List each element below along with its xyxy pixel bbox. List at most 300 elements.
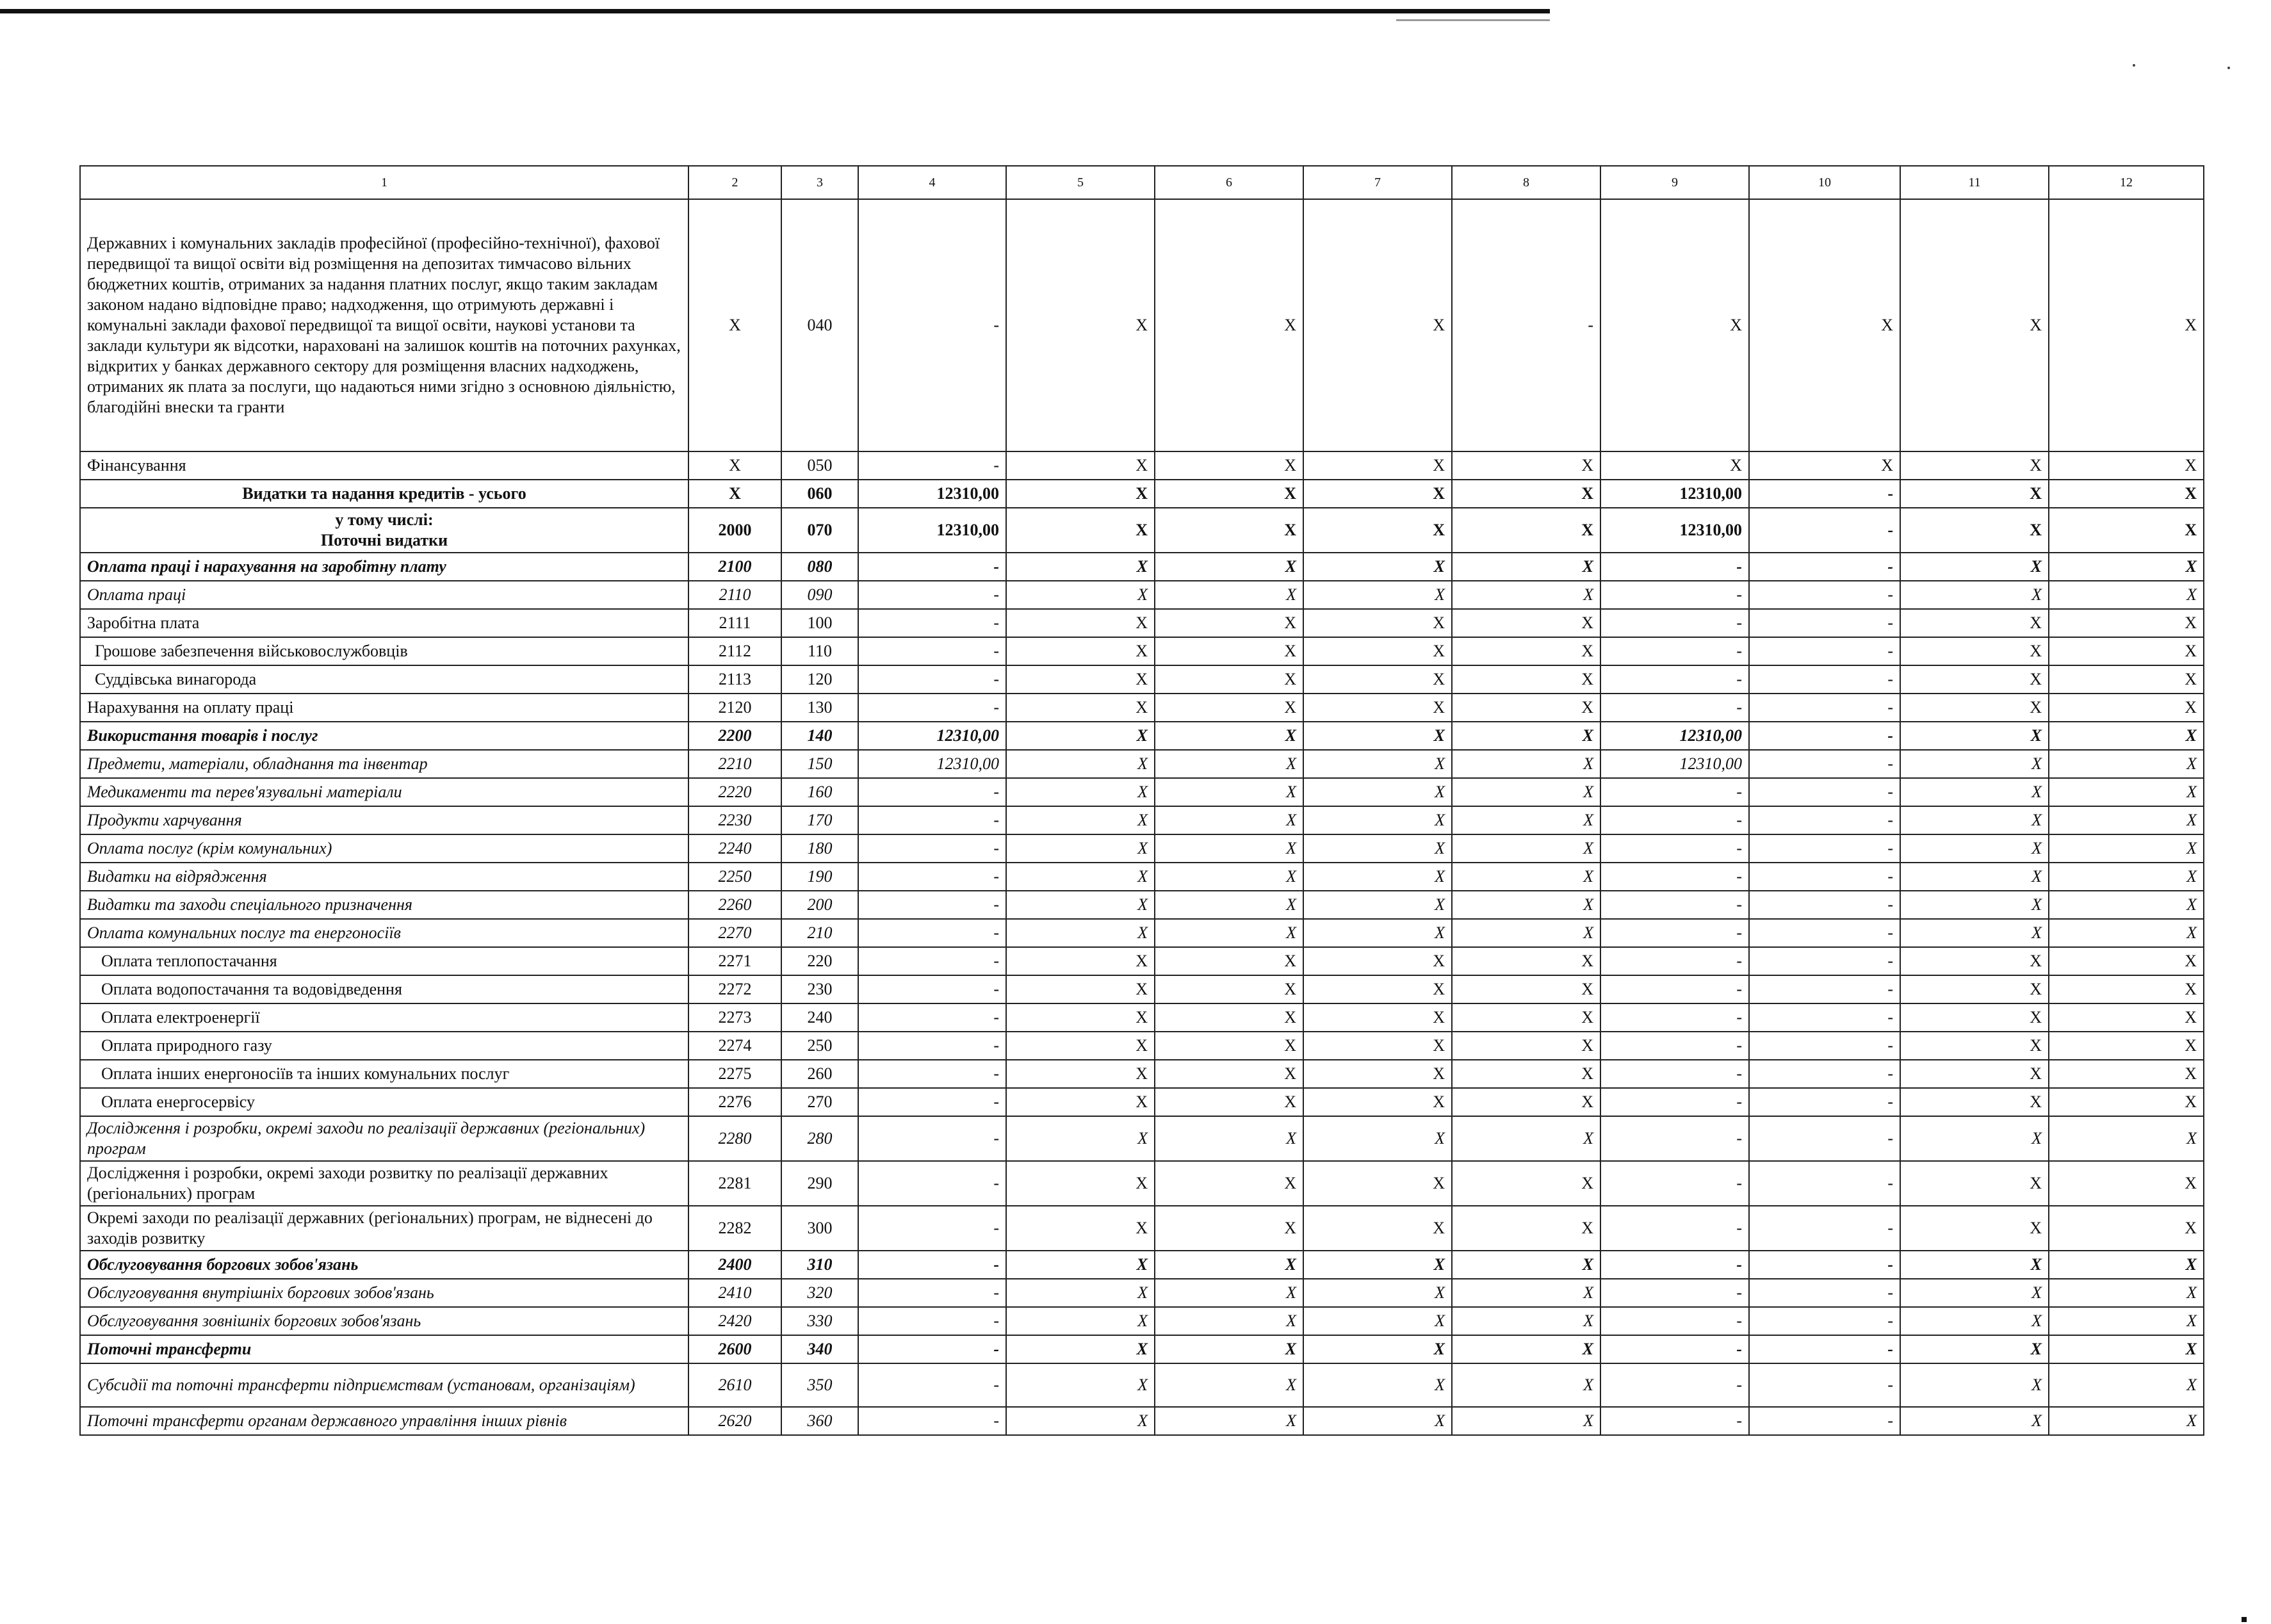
value-cell: Х xyxy=(1900,1407,2049,1435)
row-code-cell: 200 xyxy=(781,891,858,919)
value-cell: Х xyxy=(1155,806,1303,834)
value-cell: Х xyxy=(1006,891,1155,919)
row-code-cell: 340 xyxy=(781,1335,858,1363)
value-cell: Х xyxy=(1303,451,1452,480)
kekv-code-cell: 2112 xyxy=(688,637,781,665)
value-cell: Х xyxy=(1452,863,1600,891)
value-cell: Х xyxy=(2049,1161,2204,1206)
value-cell: - xyxy=(1749,609,1900,637)
row-label xyxy=(80,863,688,891)
value-cell: Х xyxy=(1452,1088,1600,1116)
row-code-cell: 050 xyxy=(781,451,858,480)
value-cell: Х xyxy=(1155,1161,1303,1206)
value-cell: Х xyxy=(1155,1032,1303,1060)
row-label-text: Державних і комунальних закладів професійної (професійно-технічної), фахової передвищої та вищої освіти від розміщення на депозитах тимчасово вільних бюджетних коштів, отриманих за надання платних послуг, якщо таким закладам законом надано відповідне право; надходження, що отримують державні і комунальні заклади фахової передвищої та вищої освіти, наукові установи та заклади культури як відсотки, нараховані на залишок коштів на поточних рахунках, відкритих у банках державного сектору для розміщення власних надходжень, отриманих як плата за послуги, що надаються ними згідно з основною діяльністю, благодійні внески та гранти xyxy=(87,234,681,416)
table-row xyxy=(80,1279,2204,1307)
row-label-text: Продукти харчування xyxy=(87,811,242,829)
value-cell: Х xyxy=(1006,637,1155,665)
value-cell: Х xyxy=(1900,947,2049,975)
kekv-code-cell: Х xyxy=(688,199,781,451)
value-cell: Х xyxy=(2049,1206,2204,1251)
row-code-cell: 300 xyxy=(781,1206,858,1251)
value-cell: Х xyxy=(1900,1307,2049,1335)
value-cell: Х xyxy=(1900,1279,2049,1307)
row-code-cell: 110 xyxy=(781,637,858,665)
value-cell: Х xyxy=(1452,1206,1600,1251)
value-cell: - xyxy=(1600,1032,1749,1060)
kekv-code-cell: 2600 xyxy=(688,1335,781,1363)
value-cell: Х xyxy=(1303,581,1452,609)
value-cell: Х xyxy=(2049,480,2204,508)
value-cell: Х xyxy=(1303,1363,1452,1407)
column-number: 1 xyxy=(80,166,688,199)
kekv-code-cell: 2282 xyxy=(688,1206,781,1251)
value-cell: - xyxy=(858,199,1006,451)
value-cell: Х xyxy=(2049,1088,2204,1116)
value-cell: Х xyxy=(1900,1003,2049,1032)
kekv-code-cell: 2620 xyxy=(688,1407,781,1435)
value-cell: - xyxy=(1600,1407,1749,1435)
value-cell: Х xyxy=(1155,1307,1303,1335)
value-cell: Х xyxy=(2049,451,2204,480)
value-cell: - xyxy=(1600,553,1749,581)
value-cell: - xyxy=(1749,947,1900,975)
row-label xyxy=(80,1407,688,1435)
table-row xyxy=(80,750,2204,778)
value-cell: Х xyxy=(1303,750,1452,778)
row-label-text: Обслуговування внутрішніх боргових зобов'язань xyxy=(87,1283,434,1302)
value-cell: Х xyxy=(1452,480,1600,508)
row-code-cell: 090 xyxy=(781,581,858,609)
value-cell: Х xyxy=(1006,581,1155,609)
value-cell: - xyxy=(1749,1116,1900,1161)
row-code-cell: 360 xyxy=(781,1407,858,1435)
value-cell: Х xyxy=(1006,1206,1155,1251)
value-cell: Х xyxy=(1303,778,1452,806)
value-cell: Х xyxy=(1600,199,1749,451)
row-label-text: Видатки на відрядження xyxy=(87,867,267,886)
value-cell: - xyxy=(1749,1335,1900,1363)
row-label-text: Оплата праці і нарахування на заробітну плату xyxy=(87,557,446,576)
value-cell: Х xyxy=(2049,1363,2204,1407)
value-cell: Х xyxy=(1155,480,1303,508)
value-cell: - xyxy=(1600,609,1749,637)
value-cell: Х xyxy=(1006,1251,1155,1279)
kekv-code-cell: 2281 xyxy=(688,1161,781,1206)
row-label-text: у тому числі: xyxy=(335,510,434,529)
value-cell: - xyxy=(1600,1060,1749,1088)
value-cell: 12310,00 xyxy=(858,480,1006,508)
value-cell: Х xyxy=(1452,750,1600,778)
value-cell: Х xyxy=(1155,722,1303,750)
table-row xyxy=(80,1307,2204,1335)
table-body xyxy=(80,166,2204,1435)
table-row xyxy=(80,637,2204,665)
value-cell: - xyxy=(1749,1407,1900,1435)
row-label xyxy=(80,1307,688,1335)
value-cell: Х xyxy=(1155,834,1303,863)
row-label-text: Грошове забезпечення військовослужбовців xyxy=(95,642,408,660)
row-code-cell: 310 xyxy=(781,1251,858,1279)
row-code-cell: 220 xyxy=(781,947,858,975)
value-cell: - xyxy=(1749,508,1900,553)
table-row xyxy=(80,778,2204,806)
column-number: 11 xyxy=(1900,166,2049,199)
value-cell: Х xyxy=(1155,919,1303,947)
value-cell: Х xyxy=(1006,1161,1155,1206)
kekv-code-cell: 2210 xyxy=(688,750,781,778)
row-code-cell: 190 xyxy=(781,863,858,891)
value-cell: - xyxy=(1749,722,1900,750)
row-code-cell: 070 xyxy=(781,508,858,553)
value-cell: Х xyxy=(2049,722,2204,750)
table-row xyxy=(80,919,2204,947)
value-cell: Х xyxy=(1900,480,2049,508)
row-label-text: Обслуговування боргових зобов'язань xyxy=(87,1255,359,1274)
value-cell: - xyxy=(1749,1060,1900,1088)
value-cell: Х xyxy=(1900,1206,2049,1251)
value-cell: Х xyxy=(1900,863,2049,891)
value-cell: Х xyxy=(1303,975,1452,1003)
table-row xyxy=(80,694,2204,722)
value-cell: Х xyxy=(1303,637,1452,665)
value-cell: Х xyxy=(2049,665,2204,694)
value-cell: Х xyxy=(1600,451,1749,480)
row-label-text: Субсидії та поточні трансферти підприємствам (установам, організаціям) xyxy=(87,1376,635,1394)
row-label xyxy=(80,451,688,480)
row-label-text: Поточні трансферти органам державного управління інших рівнів xyxy=(87,1411,567,1430)
value-cell: - xyxy=(858,1003,1006,1032)
value-cell: - xyxy=(858,694,1006,722)
value-cell: - xyxy=(1749,1088,1900,1116)
value-cell: Х xyxy=(1155,451,1303,480)
value-cell: Х xyxy=(1006,1363,1155,1407)
value-cell: - xyxy=(1600,891,1749,919)
kekv-code-cell: 2250 xyxy=(688,863,781,891)
row-code-cell: 180 xyxy=(781,834,858,863)
value-cell: Х xyxy=(1155,750,1303,778)
row-label-text: Поточні трансферти xyxy=(87,1340,252,1358)
row-label-text: Окремі заходи по реалізації державних (регіональних) програм, не віднесені до заходів розвитку xyxy=(87,1208,653,1247)
row-label-text: Фінансування xyxy=(87,456,186,475)
row-code-cell: 130 xyxy=(781,694,858,722)
value-cell: Х xyxy=(1900,1251,2049,1279)
value-cell: Х xyxy=(2049,750,2204,778)
value-cell: - xyxy=(1600,1088,1749,1116)
row-label xyxy=(80,919,688,947)
value-cell: 12310,00 xyxy=(858,722,1006,750)
value-cell: Х xyxy=(1303,480,1452,508)
value-cell: Х xyxy=(1452,508,1600,553)
value-cell: Х xyxy=(2049,1032,2204,1060)
value-cell: Х xyxy=(1155,1060,1303,1088)
table-row xyxy=(80,834,2204,863)
value-cell: Х xyxy=(1452,637,1600,665)
value-cell: Х xyxy=(1452,1335,1600,1363)
value-cell: Х xyxy=(2049,891,2204,919)
value-cell: 12310,00 xyxy=(1600,508,1749,553)
table-row xyxy=(80,891,2204,919)
kekv-code-cell: 2240 xyxy=(688,834,781,863)
column-number: 5 xyxy=(1006,166,1155,199)
value-cell: Х xyxy=(1452,806,1600,834)
value-cell: Х xyxy=(1155,637,1303,665)
value-cell: Х xyxy=(1155,1279,1303,1307)
value-cell: Х xyxy=(2049,199,2204,451)
value-cell: Х xyxy=(2049,778,2204,806)
row-label xyxy=(80,1335,688,1363)
value-cell: - xyxy=(1749,1363,1900,1407)
row-label xyxy=(80,665,688,694)
kekv-code-cell: 2610 xyxy=(688,1363,781,1407)
row-code-cell: 350 xyxy=(781,1363,858,1407)
value-cell: Х xyxy=(1006,508,1155,553)
table-row xyxy=(80,508,2204,553)
value-cell: - xyxy=(1600,581,1749,609)
table-row xyxy=(80,863,2204,891)
row-label-text: Нарахування на оплату праці xyxy=(87,698,294,717)
table-row xyxy=(80,1251,2204,1279)
row-label-text: Оплата теплопостачання xyxy=(101,952,277,970)
row-code-cell: 140 xyxy=(781,722,858,750)
value-cell: Х xyxy=(2049,919,2204,947)
value-cell: - xyxy=(858,834,1006,863)
row-code-cell: 290 xyxy=(781,1161,858,1206)
row-label-subtitle: Поточні видатки xyxy=(320,531,448,549)
value-cell: - xyxy=(858,1363,1006,1407)
value-cell: Х xyxy=(1006,1407,1155,1435)
value-cell: Х xyxy=(1303,891,1452,919)
column-number: 8 xyxy=(1452,166,1600,199)
value-cell: Х xyxy=(1155,694,1303,722)
value-cell: Х xyxy=(1155,1116,1303,1161)
row-label-text: Оплата комунальних послуг та енергоносіїв xyxy=(87,923,401,942)
value-cell: Х xyxy=(1006,1116,1155,1161)
top-border-line-tail xyxy=(1396,19,1550,21)
value-cell: - xyxy=(1600,637,1749,665)
value-cell: Х xyxy=(1452,1060,1600,1088)
value-cell: - xyxy=(858,919,1006,947)
value-cell: Х xyxy=(1006,665,1155,694)
row-label-text: Оплата інших енергоносіїв та інших комунальних послуг xyxy=(101,1064,510,1083)
value-cell: Х xyxy=(2049,609,2204,637)
row-label xyxy=(80,199,688,451)
kekv-code-cell: 2110 xyxy=(688,581,781,609)
value-cell: 12310,00 xyxy=(1600,750,1749,778)
value-cell: Х xyxy=(1452,1407,1600,1435)
column-number: 9 xyxy=(1600,166,1749,199)
table-row xyxy=(80,199,2204,451)
value-cell: Х xyxy=(2049,806,2204,834)
kekv-code-cell: Х xyxy=(688,480,781,508)
value-cell: Х xyxy=(1303,947,1452,975)
value-cell: Х xyxy=(1006,722,1155,750)
value-cell: Х xyxy=(1452,778,1600,806)
table-row xyxy=(80,1407,2204,1435)
value-cell: - xyxy=(1600,1161,1749,1206)
value-cell: - xyxy=(858,665,1006,694)
value-cell: Х xyxy=(1900,778,2049,806)
value-cell: Х xyxy=(1006,1032,1155,1060)
value-cell: 12310,00 xyxy=(1600,480,1749,508)
value-cell: - xyxy=(1749,1251,1900,1279)
value-cell: Х xyxy=(1303,1335,1452,1363)
row-code-cell: 250 xyxy=(781,1032,858,1060)
value-cell: Х xyxy=(2049,694,2204,722)
row-label xyxy=(80,975,688,1003)
value-cell: Х xyxy=(2049,1407,2204,1435)
value-cell: Х xyxy=(1303,1407,1452,1435)
table-row xyxy=(80,1116,2204,1161)
kekv-code-cell: 2113 xyxy=(688,665,781,694)
row-code-cell: 120 xyxy=(781,665,858,694)
value-cell: - xyxy=(1749,1206,1900,1251)
row-code-cell: 330 xyxy=(781,1307,858,1335)
value-cell: - xyxy=(858,1161,1006,1206)
column-number: 6 xyxy=(1155,166,1303,199)
value-cell: - xyxy=(1600,863,1749,891)
value-cell: Х xyxy=(1303,806,1452,834)
row-code-cell: 080 xyxy=(781,553,858,581)
value-cell: Х xyxy=(1006,1279,1155,1307)
value-cell: - xyxy=(858,1116,1006,1161)
value-cell: - xyxy=(858,863,1006,891)
value-cell: Х xyxy=(1006,451,1155,480)
row-label xyxy=(80,834,688,863)
row-label xyxy=(80,891,688,919)
value-cell: - xyxy=(858,1251,1006,1279)
value-cell: Х xyxy=(2049,1003,2204,1032)
value-cell: Х xyxy=(1452,722,1600,750)
kekv-code-cell: 2230 xyxy=(688,806,781,834)
value-cell: - xyxy=(1749,480,1900,508)
value-cell: Х xyxy=(1900,806,2049,834)
value-cell: Х xyxy=(1452,1307,1600,1335)
row-label-text: Дослідження і розробки, окремі заходи по реалізації державних (регіональних) програм xyxy=(87,1119,646,1158)
value-cell: Х xyxy=(1452,451,1600,480)
value-cell: - xyxy=(858,1206,1006,1251)
table-row xyxy=(80,581,2204,609)
row-label xyxy=(80,750,688,778)
value-cell: Х xyxy=(1303,609,1452,637)
kekv-code-cell: 2272 xyxy=(688,975,781,1003)
row-label-text: Оплата послуг (крім комунальних) xyxy=(87,839,332,857)
value-cell: Х xyxy=(1303,1161,1452,1206)
row-label xyxy=(80,1116,688,1161)
scan-speck xyxy=(2133,64,2135,67)
row-code-cell: 270 xyxy=(781,1088,858,1116)
table-row xyxy=(80,1003,2204,1032)
row-label-text: Заробітна плата xyxy=(87,613,200,632)
value-cell: - xyxy=(1600,694,1749,722)
value-cell: - xyxy=(858,1335,1006,1363)
value-cell: Х xyxy=(1006,1088,1155,1116)
row-code-cell: 210 xyxy=(781,919,858,947)
row-code-cell: 160 xyxy=(781,778,858,806)
row-label xyxy=(80,1363,688,1407)
kekv-code-cell: 2273 xyxy=(688,1003,781,1032)
value-cell: Х xyxy=(1006,1060,1155,1088)
value-cell: Х xyxy=(1303,1251,1452,1279)
value-cell: Х xyxy=(1155,1003,1303,1032)
value-cell: Х xyxy=(1452,947,1600,975)
table-row xyxy=(80,1088,2204,1116)
value-cell: Х xyxy=(1900,975,2049,1003)
value-cell: Х xyxy=(1303,1279,1452,1307)
value-cell: Х xyxy=(1900,609,2049,637)
kekv-code-cell: 2400 xyxy=(688,1251,781,1279)
value-cell: Х xyxy=(1900,553,2049,581)
value-cell: Х xyxy=(1303,553,1452,581)
value-cell: Х xyxy=(1900,750,2049,778)
column-number: 12 xyxy=(2049,166,2204,199)
row-label xyxy=(80,1032,688,1060)
value-cell: Х xyxy=(1303,1060,1452,1088)
kekv-code-cell: 2120 xyxy=(688,694,781,722)
value-cell: Х xyxy=(1452,553,1600,581)
value-cell: Х xyxy=(1452,975,1600,1003)
value-cell: - xyxy=(858,1032,1006,1060)
value-cell: - xyxy=(858,1407,1006,1435)
value-cell: Х xyxy=(1452,891,1600,919)
kekv-code-cell: 2420 xyxy=(688,1307,781,1335)
value-cell: Х xyxy=(1155,1335,1303,1363)
row-label-text: Використання товарів і послуг xyxy=(87,726,318,745)
value-cell: Х xyxy=(1452,1032,1600,1060)
value-cell: Х xyxy=(1900,637,2049,665)
row-label xyxy=(80,1003,688,1032)
kekv-code-cell: 2280 xyxy=(688,1116,781,1161)
value-cell: - xyxy=(1600,1307,1749,1335)
table-row xyxy=(80,1363,2204,1407)
value-cell: - xyxy=(858,609,1006,637)
value-cell: Х xyxy=(2049,508,2204,553)
value-cell: Х xyxy=(1006,199,1155,451)
table-row xyxy=(80,722,2204,750)
value-cell: Х xyxy=(1900,722,2049,750)
value-cell: Х xyxy=(1303,722,1452,750)
value-cell: - xyxy=(1749,834,1900,863)
value-cell: Х xyxy=(1452,694,1600,722)
kekv-code-cell: 2276 xyxy=(688,1088,781,1116)
value-cell: Х xyxy=(1900,508,2049,553)
scan-speck xyxy=(2242,1617,2247,1622)
value-cell: Х xyxy=(1900,1116,2049,1161)
value-cell: Х xyxy=(1452,1003,1600,1032)
value-cell: - xyxy=(1749,694,1900,722)
row-label xyxy=(80,722,688,750)
value-cell: 12310,00 xyxy=(858,750,1006,778)
value-cell: Х xyxy=(1303,694,1452,722)
value-cell: Х xyxy=(1900,451,2049,480)
value-cell: - xyxy=(1749,975,1900,1003)
row-label-text: Медикаменти та перев'язувальні матеріали xyxy=(87,783,402,801)
row-label xyxy=(80,581,688,609)
budget-expenditure-table xyxy=(79,165,2204,1436)
row-label xyxy=(80,806,688,834)
value-cell: Х xyxy=(2049,1279,2204,1307)
row-label xyxy=(80,609,688,637)
table-row xyxy=(80,480,2204,508)
row-label-text: Видатки та надання кредитів - усього xyxy=(242,484,526,503)
value-cell: Х xyxy=(1900,919,2049,947)
value-cell: Х xyxy=(1303,1307,1452,1335)
column-number: 2 xyxy=(688,166,781,199)
table-row xyxy=(80,553,2204,581)
kekv-code-cell: 2111 xyxy=(688,609,781,637)
value-cell: Х xyxy=(2049,553,2204,581)
value-cell: Х xyxy=(1155,1206,1303,1251)
